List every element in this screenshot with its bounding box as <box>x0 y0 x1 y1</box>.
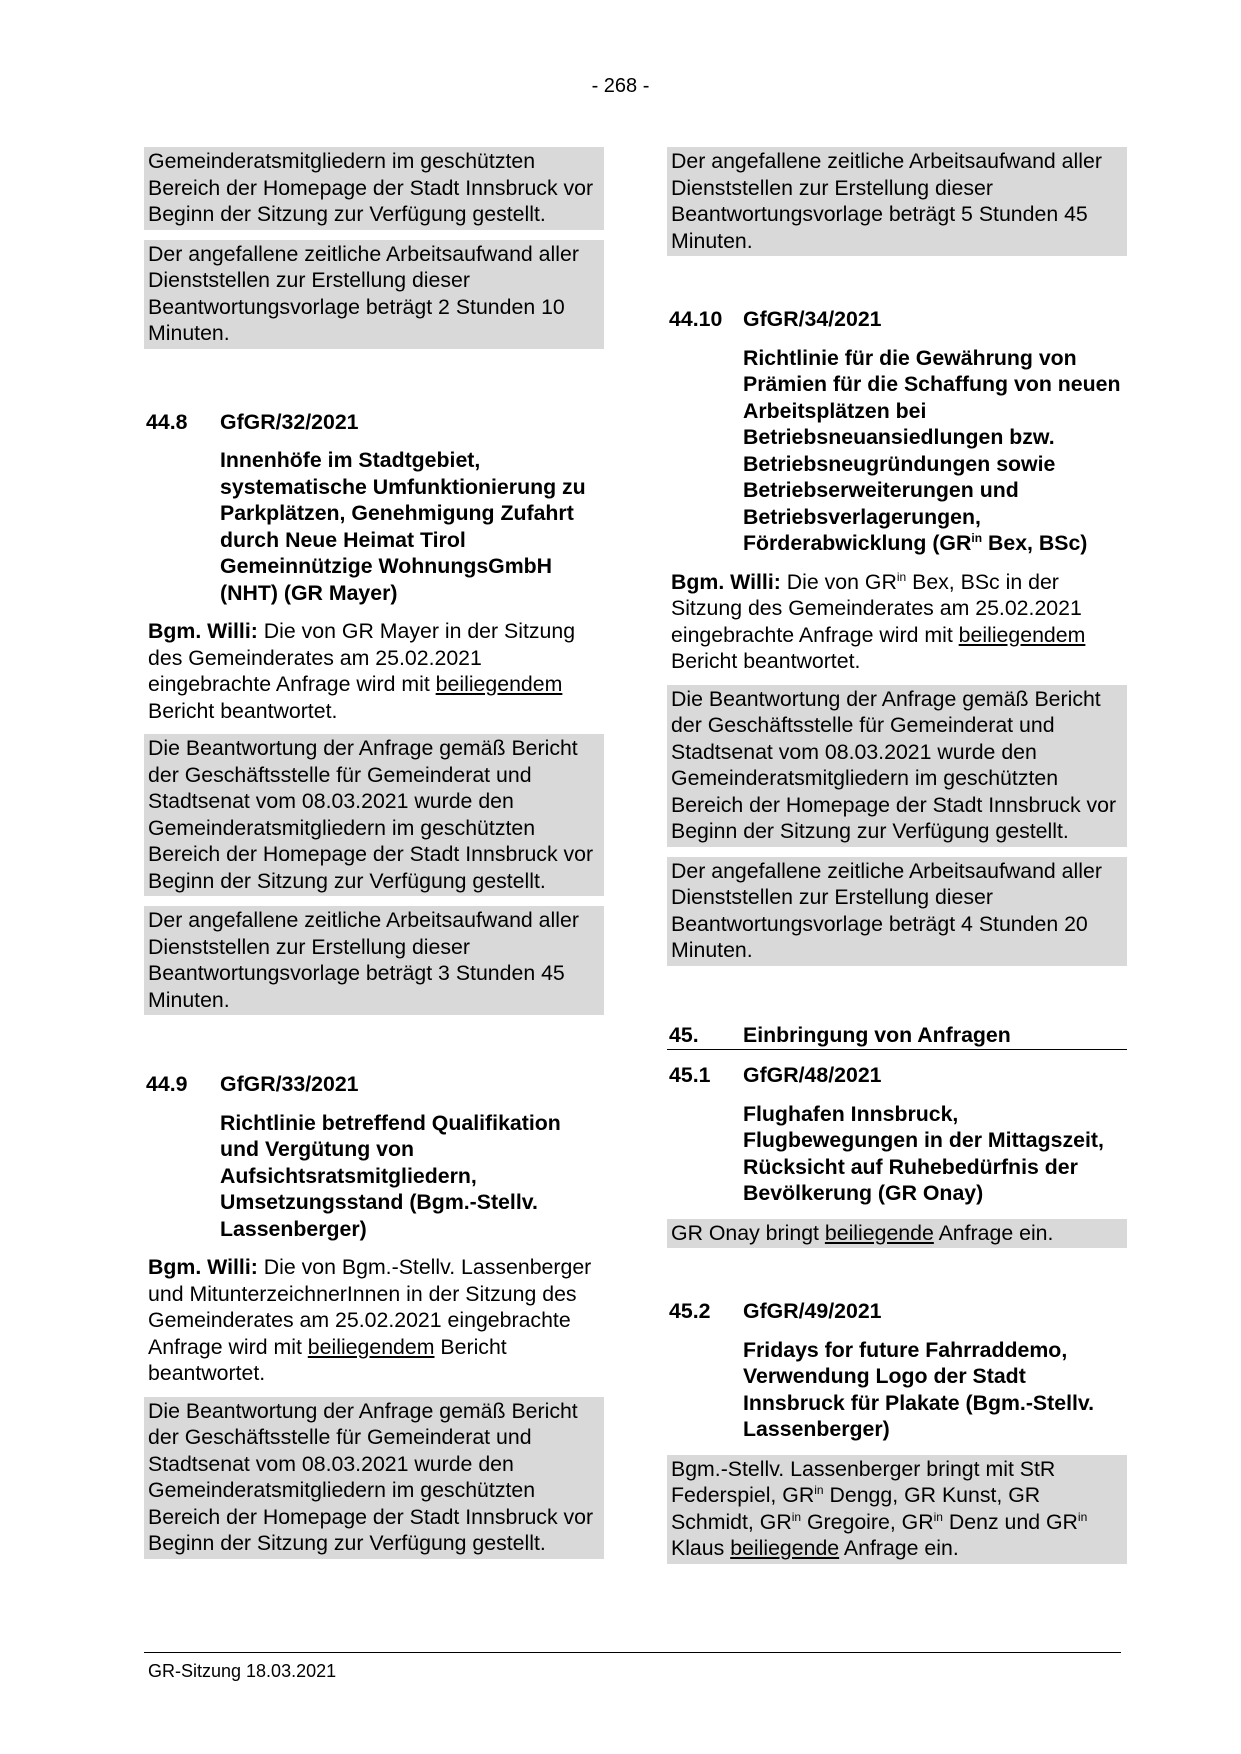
paragraph-text: Dengg, GR Kunst, GR Schmidt, GR <box>671 1483 1041 1534</box>
item-44-10-title <box>667 345 1127 557</box>
item-44-9-statement <box>144 1254 604 1387</box>
item-45-2-paragraph <box>667 1455 1127 1564</box>
item-44-8-statement <box>144 618 604 724</box>
item-44-8-answer-paragraph: Die Beantwortung der Anfrage gemäß Bericht der Geschäftsstelle für Gemeinderat und Stadtsenat vom 08.03.2021 wurde den Gemeinderatsmitgliedern im geschützten Bereich der Homepage der Stadt Innsbruck vor Beginn der Sitzung zur Verfügung gestellt. <box>144 734 604 896</box>
item-44-10-effort-paragraph: Der angefallene zeitliche Arbeitsaufwand aller Dienststellen zur Erstellung dieser Beantwortungsvorlage beträgt 4 Stunden 20 Minuten. <box>667 857 1127 966</box>
section-title: Einbringung von Anfragen <box>743 1022 1011 1047</box>
right-continued-paragraph: Der angefallene zeitliche Arbeitsaufwand aller Dienststellen zur Erstellung dieser Beantwortungsvorlage beträgt 5 Stunden 45 Minuten. <box>667 147 1127 256</box>
paragraph-text: Denz und GR <box>948 1509 1078 1534</box>
item-45-1-title: Flughafen Innsbruck, Flugbewegungen in der Mittagszeit, Rücksicht auf Ruhebedürfnis der Bevölkerung (GR Onay) <box>743 1101 1104 1205</box>
attachment-link[interactable]: beiliegendem <box>435 672 563 696</box>
item-number: 44.9 <box>146 1072 188 1096</box>
paragraph-text: GR Onay bringt <box>671 1220 819 1245</box>
attachment-link[interactable]: beiliegendem <box>958 622 1086 647</box>
superscript: in <box>1077 1509 1088 1524</box>
item-code: GfGR/48/2021 <box>743 1063 882 1087</box>
footer-divider <box>144 1652 1121 1653</box>
attachment-link[interactable]: beiliegende <box>824 1220 934 1245</box>
left-continued-paragraph-1: Gemeinderatsmitgliedern im geschützten Bereich der Homepage der Stadt Innsbruck vor Beginn der Sitzung zur Verfügung gestellt. <box>144 147 604 230</box>
statement-text: Die von GR <box>786 569 897 594</box>
superscript: in <box>791 1509 802 1524</box>
item-44-9-heading <box>144 1071 604 1098</box>
attachment-link[interactable]: beiliegende <box>730 1536 840 1560</box>
paragraph-text-end: Anfrage ein. <box>843 1536 959 1560</box>
item-code: GfGR/32/2021 <box>220 409 359 434</box>
item-number: 44.8 <box>146 409 188 434</box>
title-text-end: Bex, BSc) <box>987 531 1088 555</box>
superscript: in <box>814 1482 824 1497</box>
statement-text-end: Bericht beantwortet. <box>148 1334 507 1385</box>
item-44-8-title: Innenhöfe im Stadtgebiet, systematische Umfunktionierung zu Parkplätzen, Genehmigung Zufahrt durch Neue Heimat Tirol Gemeinnützige WohnungsGmbH (NHT) (GR Mayer) <box>220 448 586 605</box>
item-code: GfGR/33/2021 <box>220 1072 359 1096</box>
title-text: Richtlinie für die Gewährung von Prämien für die Schaffung von neuen Arbeitsplätzen bei Betriebsneuansiedlungen bzw. Betriebsneugründungen sowie Betriebserweiterungen und Betriebsverlagerungen, Förderabwicklung (GR <box>743 345 1121 555</box>
right-column <box>667 147 1127 1564</box>
footer-text: GR-Sitzung 18.03.2021 <box>148 1661 337 1681</box>
item-45-2-title: Fridays for future Fahrraddemo, Verwendung Logo der Stadt Innsbruck für Plakate (Bgm.-Stellv. Lassenberger) <box>743 1337 1095 1441</box>
statement-text-end: Bericht beantwortet. <box>148 698 338 723</box>
section-number: 45. <box>669 1022 699 1047</box>
statement-text-end: Bericht beantwortet. <box>671 649 861 673</box>
item-44-8-heading <box>144 409 604 436</box>
speaker-label: Bgm. Willi: <box>148 619 258 643</box>
paragraph-text: Bgm.-Stellv. Lassenberger bringt mit StR Federspiel, GR <box>671 1456 1056 1507</box>
item-code: GfGR/34/2021 <box>743 307 882 331</box>
statement-text: Die von GR Mayer in der Sitzung des Gemeinderates am 25.02.2021 eingebrachte Anfrage wird mit <box>148 619 576 696</box>
superscript: in <box>933 1509 943 1524</box>
item-44-10-answer-paragraph: Die Beantwortung der Anfrage gemäß Bericht der Geschäftsstelle für Gemeinderat und Stadtsenat vom 08.03.2021 wurde den Gemeinderatsmitgliedern im geschützten Bereich der Homepage der Stadt Innsbruck vor Beginn der Sitzung zur Verfügung gestellt. <box>667 685 1127 847</box>
item-44-8-effort-paragraph: Der angefallene zeitliche Arbeitsaufwand aller Dienststellen zur Erstellung dieser Beantwortungsvorlage beträgt 3 Stunden 45 Minuten. <box>144 906 604 1015</box>
superscript: in <box>896 569 907 584</box>
paragraph-text: Klaus <box>671 1536 725 1560</box>
paragraph-text: Gregoire, GR <box>806 1509 934 1534</box>
speaker-label: Bgm. Willi: <box>671 569 781 594</box>
item-45-1-heading <box>667 1062 1127 1089</box>
left-continued-paragraph-2: Der angefallene zeitliche Arbeitsaufwand aller Dienststellen zur Erstellung dieser Beantwortungsvorlage beträgt 2 Stunden 10 Minuten. <box>144 240 604 349</box>
item-number: 44.10 <box>669 307 723 331</box>
statement-text: Die von Bgm.-Stellv. Lassenberger und MitunterzeichnerInnen in der Sitzung des Gemeinderates am 25.02.2021 eingebrachte Anfrage wird mit <box>148 1255 592 1359</box>
section-45-heading <box>667 1022 1127 1051</box>
item-number: 45.1 <box>669 1063 711 1087</box>
item-44-9-answer-paragraph: Die Beantwortung der Anfrage gemäß Bericht der Geschäftsstelle für Gemeinderat und Stadtsenat vom 08.03.2021 wurde den Gemeinderatsmitgliedern im geschützten Bereich der Homepage der Stadt Innsbruck vor Beginn der Sitzung zur Verfügung gestellt. <box>144 1397 604 1559</box>
item-44-10-heading <box>667 306 1127 333</box>
page-number: - 268 - <box>591 75 650 97</box>
item-45-2-heading <box>667 1298 1127 1325</box>
paragraph-text-end: Anfrage ein. <box>938 1220 1054 1245</box>
item-44-10-statement <box>667 569 1127 675</box>
attachment-link[interactable]: beiliegendem <box>307 1334 435 1359</box>
speaker-label: Bgm. Willi: <box>148 1255 258 1279</box>
superscript: in <box>971 530 983 545</box>
item-44-9-title: Richtlinie betreffend Qualifikation und Vergütung von Aufsichtsratsmitgliedern, Umsetzungsstand (Bgm.-Stellv. Lassenberger) <box>220 1110 561 1241</box>
item-code: GfGR/49/2021 <box>743 1299 882 1323</box>
item-number: 45.2 <box>669 1299 711 1323</box>
item-45-1-paragraph <box>667 1219 1127 1249</box>
left-column <box>144 147 604 1559</box>
statement-text-mid: Bex, BSc in der Sitzung des Gemeinderates am 25.02.2021 eingebrachte Anfrage wird mit <box>671 569 1082 647</box>
